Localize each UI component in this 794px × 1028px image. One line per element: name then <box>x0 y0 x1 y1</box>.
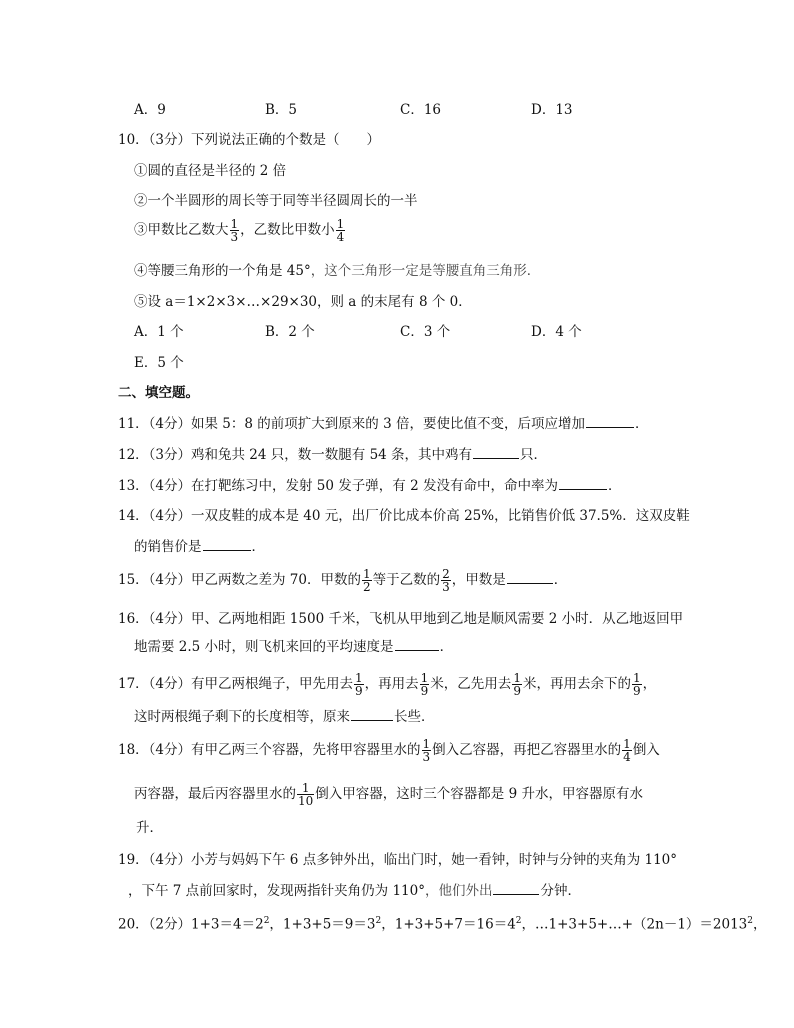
answer-blank[interactable] <box>586 413 634 428</box>
q10-option-e: E．5 个 <box>134 355 184 371</box>
fraction: $\frac{1}{9}$ <box>420 671 429 698</box>
answer-blank[interactable] <box>351 706 393 721</box>
q10-statement-4: ④等腰三角形的一个角是 45°，这个三角形一定是等腰直角三角形． <box>134 263 541 279</box>
answer-blank[interactable] <box>395 636 439 651</box>
q10-option-c: C．3 个 <box>400 324 451 340</box>
q11: 11．（4分）如果 5：8 的前项扩大到原来的 3 倍，要使比值不变，后项应增加 ． <box>118 413 648 434</box>
q12: 12．（3分）鸡和兔共 24 只，数一数腿有 54 条，其中鸡有 只． <box>118 444 547 465</box>
q16-line-1: 16．（4分）甲、乙两地相距 1500 千米，飞机从甲地到乙地是顺风需要 2 小时．从乙地返回甲 <box>118 611 684 627</box>
section-title-fill-in: 二、填空题。 <box>118 385 199 401</box>
q10-statement-1: ①圆的直径是半径的 2 倍 <box>134 163 287 179</box>
fraction: $\frac{1}{9}$ <box>513 671 521 698</box>
answer-blank[interactable] <box>559 475 607 490</box>
q14-line-2: 的销售价是 ． <box>134 536 265 557</box>
q9-option-a: A．9 <box>134 102 166 118</box>
answer-blank[interactable] <box>203 536 251 551</box>
fraction: $\frac{1}{3}$ <box>422 737 431 764</box>
q10-statement-2: ②一个半圆形的周长等于同等半径圆周长的一半 <box>134 193 418 209</box>
q10-statement-5: ⑤设 a＝1×2×3×…×29×30，则 a 的末尾有 8 个 0． <box>134 294 472 310</box>
answer-blank[interactable] <box>473 444 519 459</box>
q10-option-d: D．4 个 <box>531 324 582 340</box>
fraction: $\frac{1}{3}$ <box>230 217 239 244</box>
answer-blank[interactable] <box>507 569 553 584</box>
q18-line-2: 丙容器，最后丙容器里水的 $\frac{1}{10}$ 倒入甲容器，这时三个容器都是 9 升水，甲容器原有水 <box>134 781 643 808</box>
q14-line-1: 14．（4分）一双皮鞋的成本是 40 元，出厂价比成本价高 25%，比销售价低 37.5%．这双皮鞋 <box>118 508 690 524</box>
q10-option-b: B．2 个 <box>265 324 315 340</box>
fraction: $\frac{2}{3}$ <box>442 567 450 594</box>
q17-line-2: 这时两根绳子剩下的长度相等，原来 长些． <box>134 706 435 727</box>
q19-line-2: ，下午 7 点前回家时，发现两指针夹角仍为 110°，他们外出 分钟． <box>128 880 581 901</box>
fraction: $\frac{1}{10}$ <box>298 781 314 808</box>
q9-option-c: C．16 <box>400 102 442 118</box>
answer-blank[interactable] <box>493 880 539 895</box>
q17-line-1: 17．（4分）有甲乙两根绳子，甲先用去 $\frac{1}{9}$ ，再用去 $\frac{1}{9}$ 米，乙先用去 $\frac{1}{9}$ 米，再用去余下的 $\frac{1}{9}$ ， <box>118 671 657 698</box>
fraction: $\frac{1}{2}$ <box>363 567 371 594</box>
q18-line-1: 18．（4分）有甲乙两三个容器，先将甲容器里水的 $\frac{1}{3}$ 倒入乙容器，再把乙容器里水的 $\frac{1}{4}$ 倒入 <box>118 737 660 764</box>
q10-stem: 10．（3分）下列说法正确的个数是（ ） <box>118 132 381 148</box>
fraction: $\frac{1}{4}$ <box>623 737 631 764</box>
fraction: $\frac{1}{4}$ <box>336 217 345 244</box>
fraction: $\frac{1}{9}$ <box>355 671 363 698</box>
q16-line-2: 地需要 2.5 小时，则飞机来回的平均速度是 ． <box>134 636 453 657</box>
q20: 20．（2分）$1+3=4=2^2$，$1+3+5=9=3^2$，$1+3+5+7=16=4^2$，$\dots 1+3+5+\dots+(2n-1)=2013^2$， <box>118 916 767 933</box>
q9-option-b: B．5 <box>265 102 298 118</box>
q10-option-a: A．1 个 <box>134 324 184 340</box>
q10-statement-3: ③甲数比乙数大 $\frac{1}{3}$ ，乙数比甲数小 $\frac{1}{4}$ <box>134 217 345 244</box>
fraction: $\frac{1}{9}$ <box>632 671 641 698</box>
q18-line-3: 升． <box>136 820 163 836</box>
q9-option-d: D．13 <box>531 102 573 118</box>
q13: 13．（4分）在打靶练习中，发射 50 发子弹，有 2 发没有命中，命中率为 ． <box>118 475 621 496</box>
q15: 15．（4分）甲乙两数之差为 70．甲数的 $\frac{1}{2}$ 等于乙数的 $\frac{2}{3}$ ，甲数是 ． <box>118 567 568 594</box>
q19-line-1: 19．（4分）小芳与妈妈下午 6 点多钟外出，临出门时，她一看钟，时钟与分钟的夹角为 110° <box>118 852 677 868</box>
